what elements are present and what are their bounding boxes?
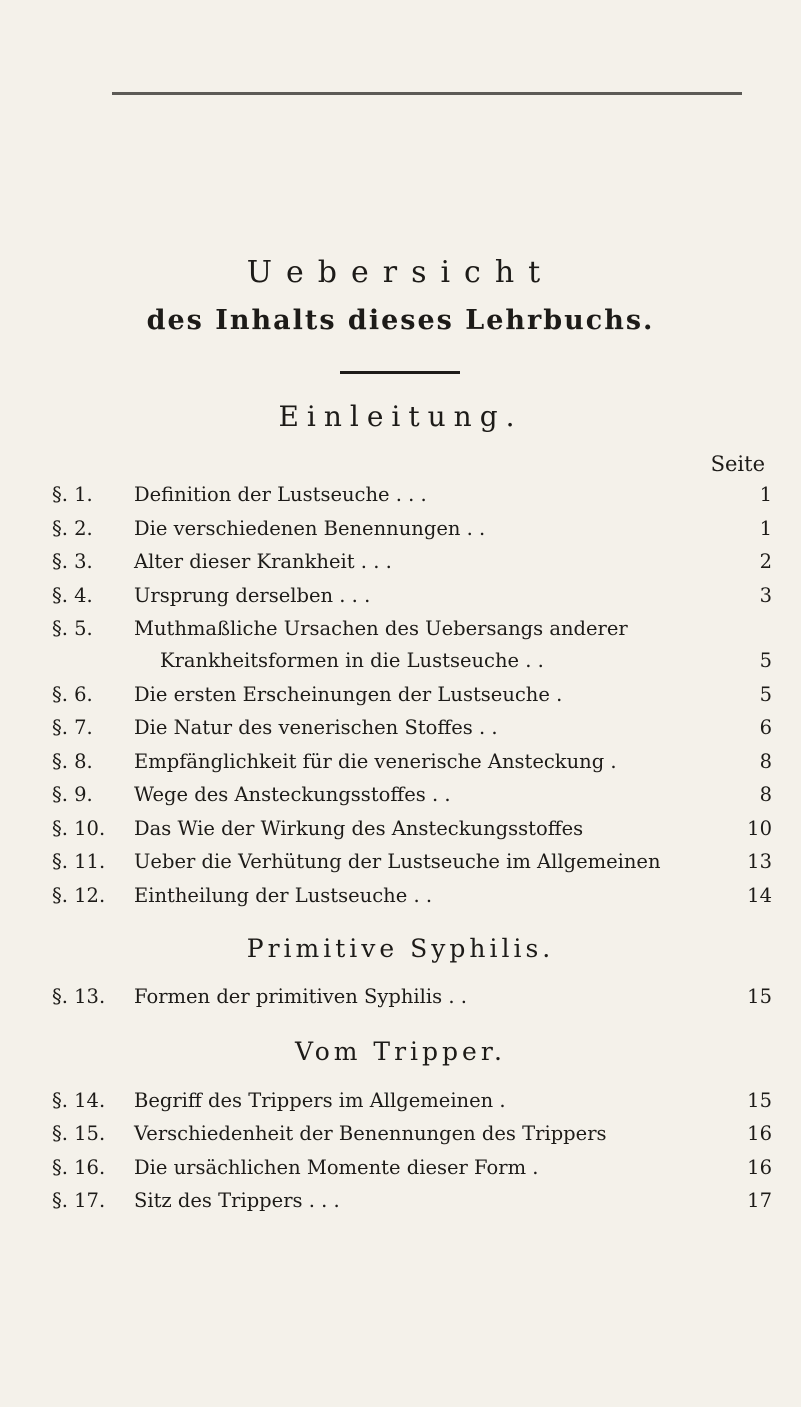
paragraph-number: §. 7. xyxy=(52,716,93,739)
entry-title: Formen der primitiven Syphilis . . xyxy=(134,985,467,1008)
entry-title: Ueber die Verhütung der Lustseuche im Allgemeinen xyxy=(134,850,661,873)
paragraph-number: §. 5. xyxy=(52,617,93,640)
page-title: Uebersicht xyxy=(246,255,555,290)
page-number: 6 xyxy=(759,716,772,739)
page-column-label: Seite xyxy=(710,452,765,476)
page-number: 16 xyxy=(747,1122,772,1145)
entry-title: Empfänglichkeit für die venerische Ansteckung . xyxy=(134,750,617,773)
entry-title: Die ursächlichen Momente dieser Form . xyxy=(134,1156,539,1179)
section-heading-primitive-syphilis: Primitive Syphilis. xyxy=(246,934,555,963)
divider-rule xyxy=(340,371,460,374)
entry-title: Sitz des Trippers . . . xyxy=(134,1189,340,1212)
paragraph-number: §. 14. xyxy=(52,1089,106,1112)
paragraph-number: §. 17. xyxy=(52,1189,106,1212)
page-number: 10 xyxy=(747,817,772,840)
entry-title: Die ersten Erscheinungen der Lustseuche . xyxy=(134,683,563,706)
page-number: 1 xyxy=(759,517,772,540)
page-number: 3 xyxy=(759,584,772,607)
paragraph-number: §. 13. xyxy=(52,985,106,1008)
entry-title: Verschiedenheit der Benennungen des Trippers xyxy=(134,1122,607,1145)
entry-title: Muthmaßliche Ursachen des Uebersangs anderer xyxy=(134,617,628,640)
entry-title: Ursprung derselben . . . xyxy=(134,584,371,607)
section-heading-einleitung: Einleitung. xyxy=(278,400,523,433)
page-number: 5 xyxy=(759,683,772,706)
paragraph-number: §. 8. xyxy=(52,750,93,773)
entry-title: Das Wie der Wirkung des Ansteckungsstoffes xyxy=(134,817,584,840)
paragraph-number: §. 12. xyxy=(52,884,106,907)
page-number: 16 xyxy=(747,1156,772,1179)
paragraph-number: §. 9. xyxy=(52,783,93,806)
entry-title: Die verschiedenen Benennungen . . xyxy=(134,517,486,540)
entry-title: Eintheilung der Lustseuche . . xyxy=(134,884,433,907)
paragraph-number: §. 2. xyxy=(52,517,93,540)
entry-title: Begriff des Trippers im Allgemeinen . xyxy=(134,1089,506,1112)
entry-title: Wege des Ansteckungsstoffes . . xyxy=(134,783,451,806)
paragraph-number: §. 3. xyxy=(52,550,93,573)
entry-title: Die Natur des venerischen Stoffes . . xyxy=(134,716,498,739)
entry-title: Alter dieser Krankheit . . . xyxy=(134,550,392,573)
top-rule xyxy=(112,92,742,95)
page-number: 5 xyxy=(759,649,772,672)
page-number: 13 xyxy=(747,850,772,873)
paragraph-number: §. 11. xyxy=(52,850,106,873)
entry-title: Definition der Lustseuche . . . xyxy=(134,483,427,506)
paragraph-number: §. 6. xyxy=(52,683,93,706)
page-number: 8 xyxy=(759,783,772,806)
paragraph-number: §. 10. xyxy=(52,817,106,840)
page-number: 2 xyxy=(759,550,772,573)
page-number: 15 xyxy=(747,985,772,1008)
paragraph-number: §. 15. xyxy=(52,1122,106,1145)
page-number: 17 xyxy=(747,1189,772,1212)
paragraph-number: §. 4. xyxy=(52,584,93,607)
entry-title: Krankheitsformen in die Lustseuche . . xyxy=(160,649,544,672)
page-number: 1 xyxy=(759,483,772,506)
paragraph-number: §. 1. xyxy=(52,483,93,506)
page-number: 14 xyxy=(747,884,772,907)
page-number: 15 xyxy=(747,1089,772,1112)
section-heading-vom-tripper: Vom Tripper. xyxy=(294,1037,507,1066)
page-number: 8 xyxy=(759,750,772,773)
page-subtitle: des Inhalts dieses Lehrbuchs. xyxy=(146,305,655,336)
paragraph-number: §. 16. xyxy=(52,1156,106,1179)
